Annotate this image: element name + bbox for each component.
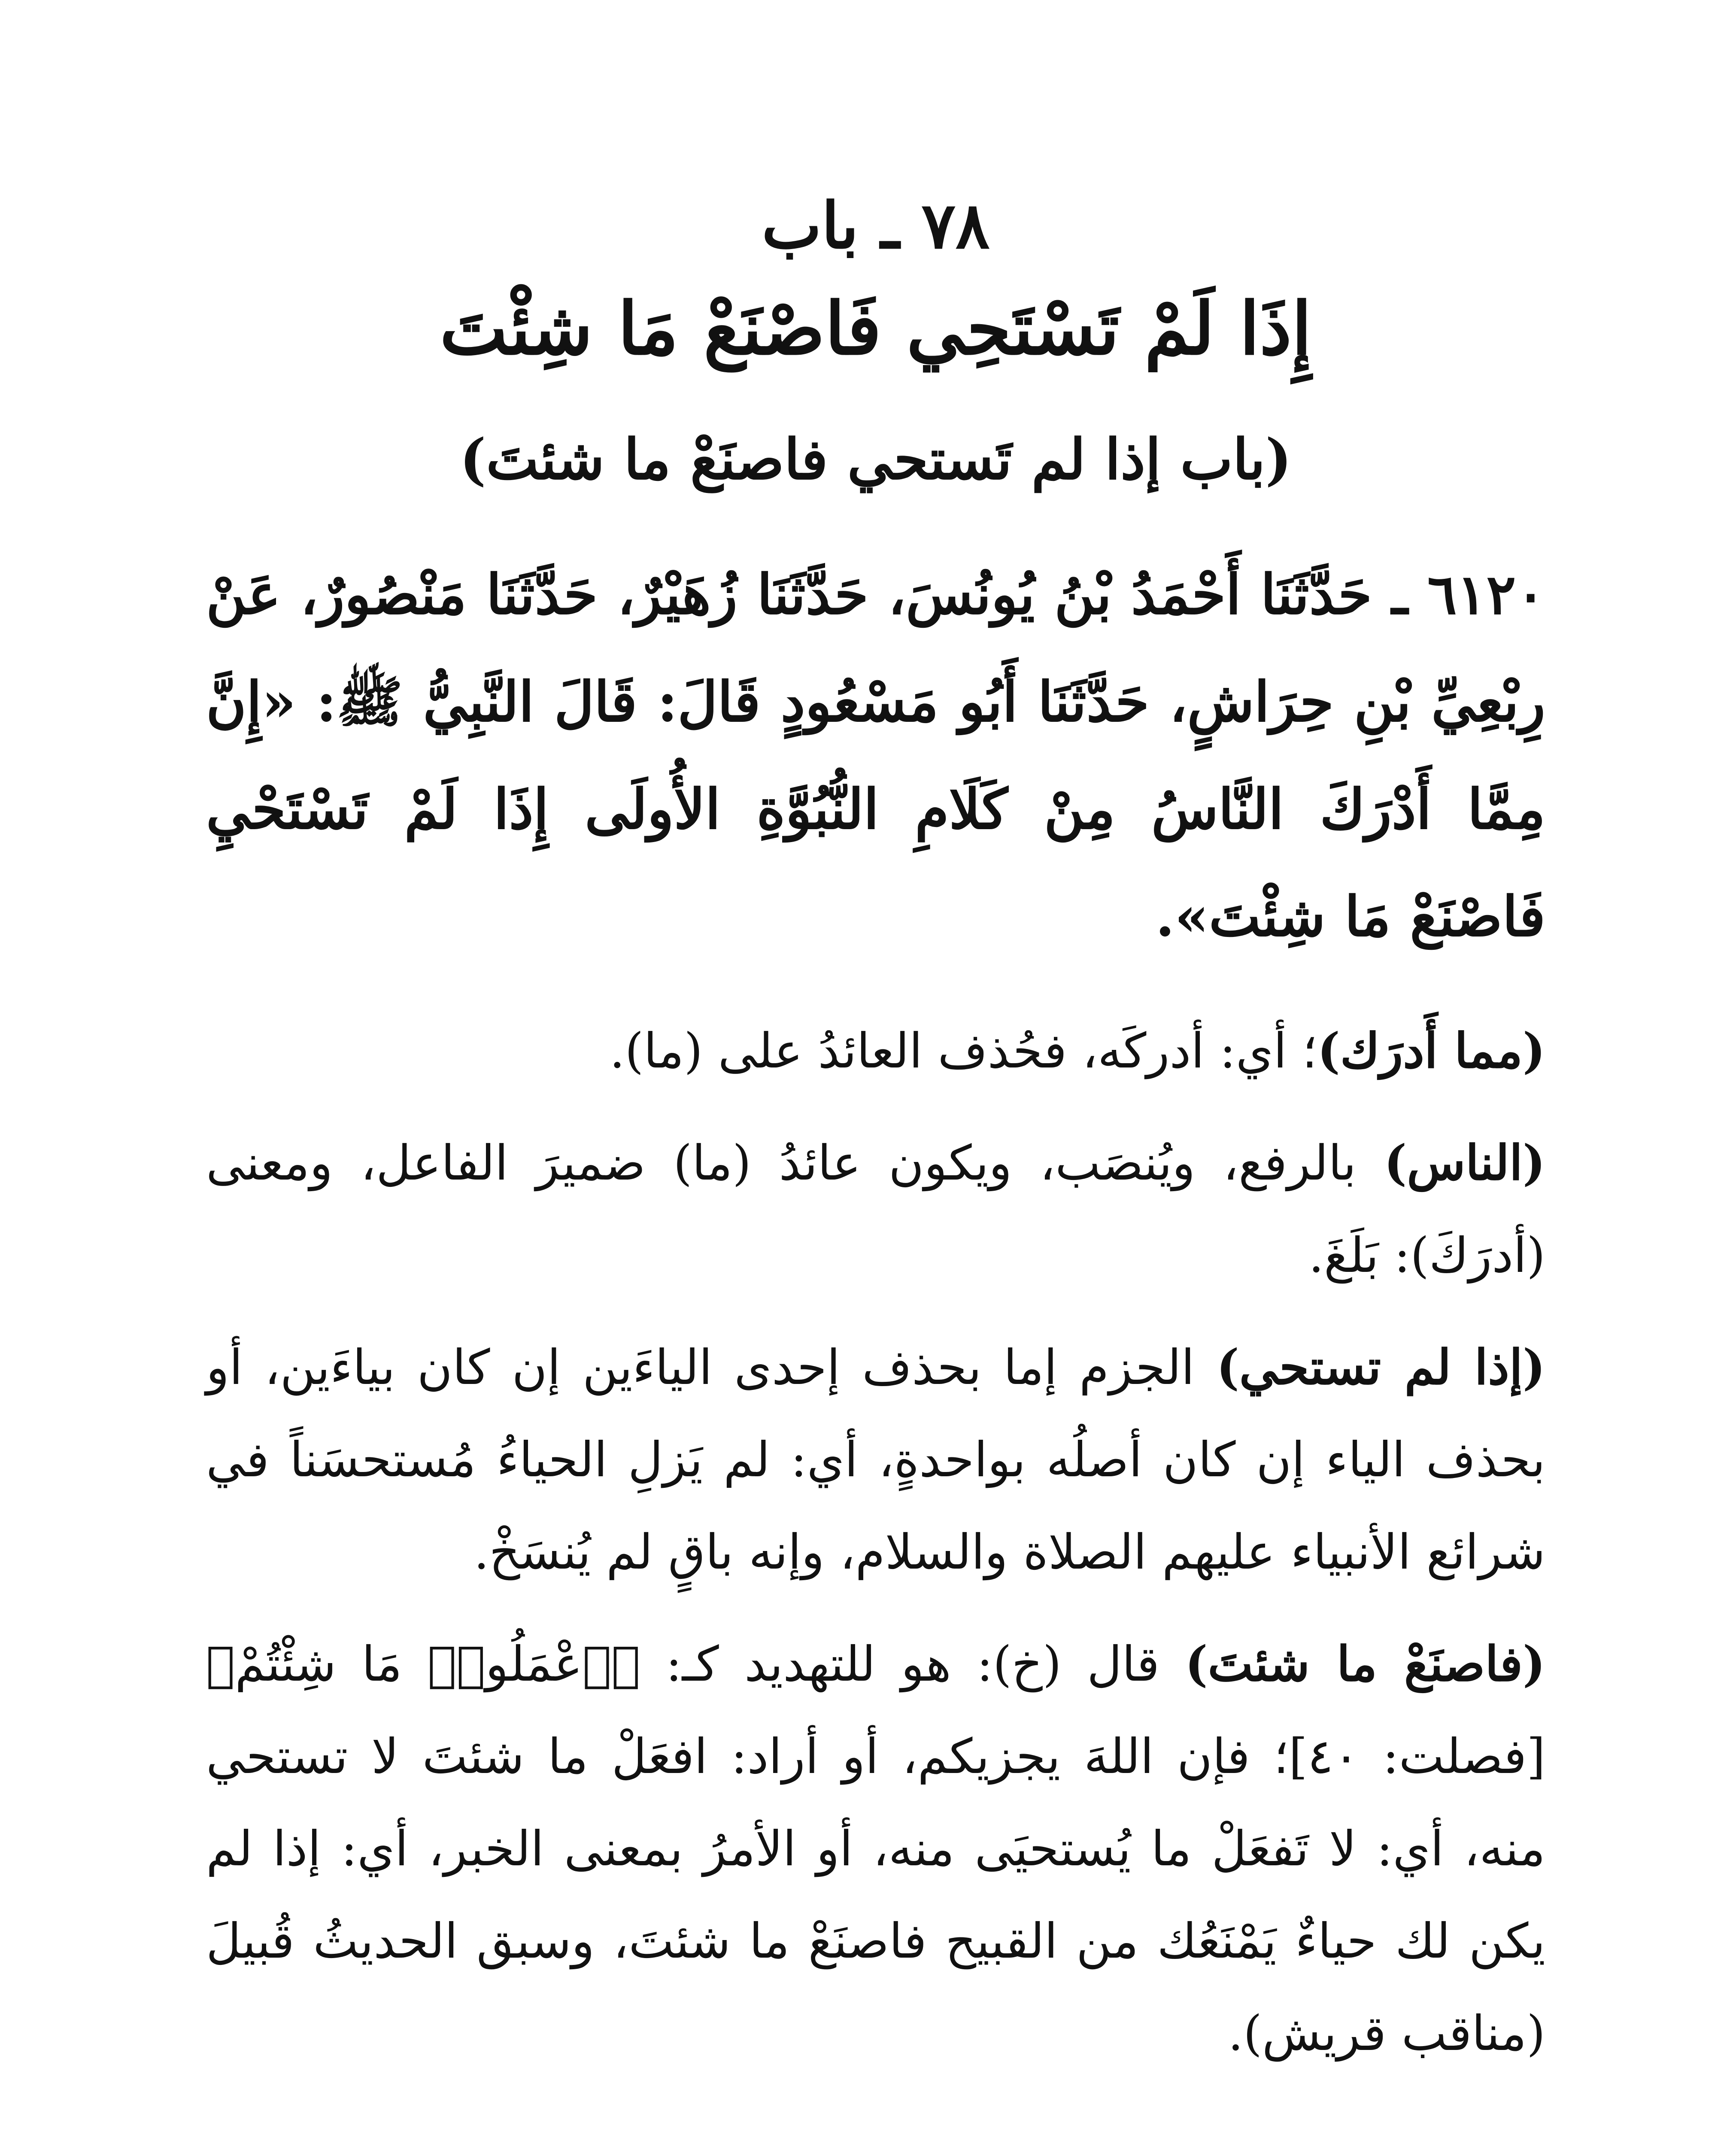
commentary-text: الجزم إما بحذف إحدى الياءَين إن كان بياءَين، أو بحذف الياء إن كان أصلُه بواحدةٍ، أي: لم يَزلِ الحياءُ مُستحسَناً في شرائع الأنبياء عليهم الصلاة والسلام، وإنه باقٍ لم يُنسَخْ. (206, 1340, 1545, 1580)
hadith-text: ٦١٢٠ ـ حَدَّثَنَا أَحْمَدُ بْنُ يُونُسَ، حَدَّثَنَا زُهَيْرٌ، حَدَّثَنَا مَنْصُورٌ، عَنْ رِبْعِيِّ بْنِ حِرَاشٍ، حَدَّثَنَا أَبُو مَسْعُودٍ قَالَ: قَالَ النَّبِيُّ ﷺ: «إِنَّ مِمَّا أَدْرَكَ النَّاسُ مِنْ كَلَامِ النُّبُوَّةِ الأُولَى إِذَا لَمْ تَسْتَحْيِ فَاصْنَعْ مَا شِئْتَ». (206, 563, 1545, 949)
commentary-paragraph (206, 1005, 1545, 1098)
commentary-paragraph (206, 1321, 1545, 1599)
chapter-number: ٧٨ ـ باب (762, 188, 990, 263)
sub-heading: (باب إذا لم تَستحي فاصنَعْ ما شئتَ) (459, 426, 1292, 492)
commentary-text: قال (خ): هو للتهديد كـ: ﴿ٱعْمَلُوا۟ مَا شِئْتُمْ﴾ [فصلت: ٤٠]؛ فإن اللهَ يجزيكم، أو أراد: افعَلْ ما شئتَ لا تستحي منه، أي: لا تَفعَلْ ما يُستحيَى منه، أو الأمرُ بمعنى الخبر، أي: إذا لم يكن لك حياءٌ يَمْنَعُك من القبيح فاصنَعْ ما شئتَ، وسبق الحديثُ قُبيلَ (مناقب قريش). (206, 1636, 1546, 2062)
document-page (206, 185, 1545, 2147)
commentary-term: (فاصنَعْ ما شئتَ) (1185, 1636, 1545, 1692)
commentary-term: (إذا لم تستحي) (1216, 1339, 1545, 1396)
commentary-paragraph (206, 1117, 1545, 1302)
commentary-term: (الناس) (1384, 1135, 1545, 1191)
commentary-text: ؛ أي: أدركَه، فحُذف العائدُ على (ما). (609, 1023, 1317, 1079)
chapter-title: إِذَا لَمْ تَسْتَحِي فَاصْنَعْ مَا شِئْتَ (440, 286, 1312, 371)
commentary-paragraph (206, 1618, 1545, 2080)
commentary-text: بالرفع، ويُنصَب، ويكون عائدُ (ما) ضميرَ الفاعل، ومعنى (أدرَكَ): بَلَغَ. (206, 1135, 1545, 1283)
section-separator (206, 2144, 1545, 2147)
commentary-term: (مما أَدرَك) (1317, 1023, 1545, 1079)
